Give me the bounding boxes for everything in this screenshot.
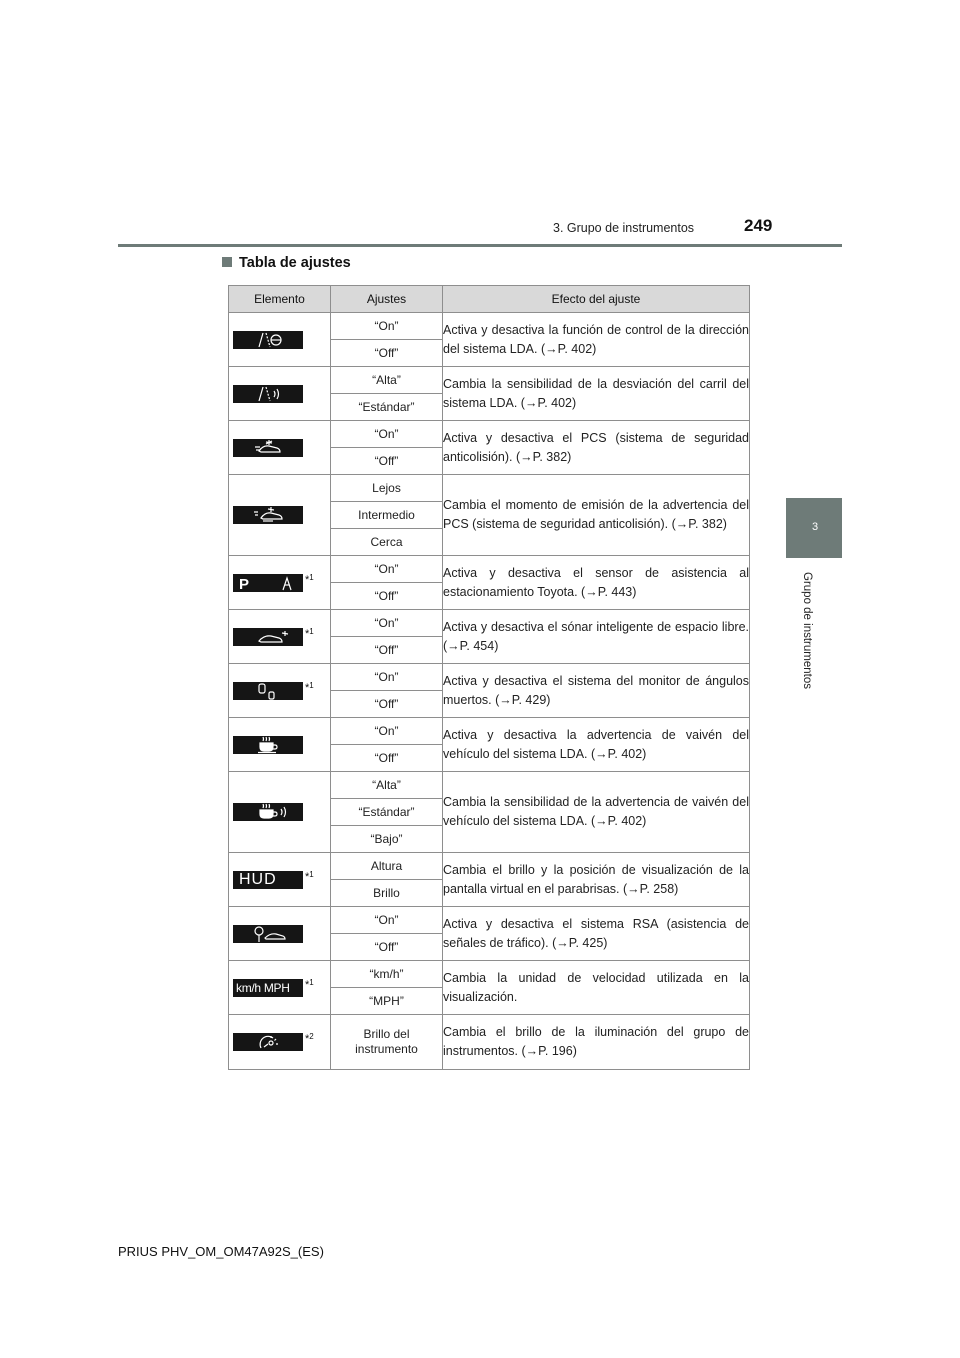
table-row xyxy=(229,961,750,988)
option-cell: “Off” xyxy=(331,583,443,610)
option-cell: Lejos xyxy=(331,475,443,502)
rsa-icon xyxy=(233,925,303,943)
element-cell xyxy=(229,907,331,961)
option-cell: Altura xyxy=(331,853,443,880)
table-row xyxy=(229,367,750,394)
option-cell: “Estándar” xyxy=(331,394,443,421)
clearance-sonar-icon xyxy=(233,628,303,646)
option-cell: Brillo del instrumento xyxy=(331,1015,443,1070)
svg-text:P: P xyxy=(239,575,250,592)
option-cell: “On” xyxy=(331,907,443,934)
option-cell: “Off” xyxy=(331,934,443,961)
option-cell: “Bajo” xyxy=(331,826,443,853)
column-header-effect: Efecto del ajuste xyxy=(443,286,750,313)
blind-spot-monitor-icon xyxy=(233,682,303,700)
element-cell xyxy=(229,421,331,475)
table-row xyxy=(229,664,750,691)
table-row xyxy=(229,313,750,340)
table-row xyxy=(229,718,750,745)
footnote-marker: *$^1$ xyxy=(305,680,314,694)
footer-document-id: PRIUS PHV_OM_OM47A92S_(ES) xyxy=(118,1244,324,1259)
element-cell xyxy=(229,367,331,421)
option-cell: “On” xyxy=(331,421,443,448)
header-section-title: 3. Grupo de instrumentos xyxy=(553,221,695,235)
table-row xyxy=(229,853,750,880)
chapter-tab-number: 3 xyxy=(811,521,819,533)
option-cell: “Off” xyxy=(331,340,443,367)
option-cell: “km/h” xyxy=(331,961,443,988)
element-cell xyxy=(229,772,331,853)
option-cell: “Off” xyxy=(331,691,443,718)
effect-cell: Activa y desactiva el sensor de asistencia al estacionamiento Toyota. (→P. 443) xyxy=(443,556,750,610)
effect-cell: Cambia la sensibilidad de la desviación del carril del sistema LDA. (→P. 402) xyxy=(443,367,750,421)
icon-label: km/h MPH xyxy=(236,980,290,995)
option-cell: “On” xyxy=(331,610,443,637)
effect-cell: Cambia la unidad de velocidad utilizada en la visualización. xyxy=(443,961,750,1015)
option-cell: “On” xyxy=(331,718,443,745)
footnote-marker: *$^1$ xyxy=(305,977,314,991)
option-cell: “Off” xyxy=(331,745,443,772)
option-cell: “Off” xyxy=(331,448,443,475)
effect-cell: Activa y desactiva la advertencia de vaivén del vehículo del sistema LDA. (→P. 402) xyxy=(443,718,750,772)
section-bullet-icon xyxy=(222,257,232,267)
option-cell: “MPH” xyxy=(331,988,443,1015)
table-row xyxy=(229,610,750,637)
effect-cell: Activa y desactiva el sónar inteligente de espacio libre. (→P. 454) xyxy=(443,610,750,664)
effect-cell: Activa y desactiva el sistema del monitor de ángulos muertos. (→P. 429) xyxy=(443,664,750,718)
column-header-element: Elemento xyxy=(229,286,331,313)
table-row xyxy=(229,772,750,799)
option-cell: “Alta” xyxy=(331,772,443,799)
element-cell xyxy=(229,556,331,610)
effect-cell: Activa y desactiva el PCS (sistema de seguridad anticolisión). (→P. 382) xyxy=(443,421,750,475)
footnote-marker: *$^1$ xyxy=(305,626,314,640)
effect-cell: Activa y desactiva la función de control de la dirección del sistema LDA. (→P. 402) xyxy=(443,313,750,367)
pcs-icon xyxy=(233,439,303,457)
table-row xyxy=(229,556,750,583)
header-divider xyxy=(118,244,842,247)
element-cell xyxy=(229,853,331,907)
element-cell xyxy=(229,610,331,664)
section-title-text: Tabla de ajustes xyxy=(239,255,351,271)
element-cell xyxy=(229,664,331,718)
settings-table xyxy=(228,285,750,1070)
element-cell xyxy=(229,718,331,772)
effect-cell: Activa y desactiva el sistema RSA (asistencia de señales de tráfico). (→P. 425) xyxy=(443,907,750,961)
chapter-tab-label: Grupo de instrumentos xyxy=(801,572,813,689)
sway-sensitivity-icon xyxy=(233,803,303,821)
hud-icon xyxy=(233,871,303,889)
footnote-marker: *$^2$ xyxy=(305,1032,314,1045)
option-cell: Cerca xyxy=(331,529,443,556)
lda-sensitivity-icon xyxy=(233,385,303,403)
effect-cell: Cambia el momento de emisión de la advertencia del PCS (sistema de seguridad anticolisión). (→P. 382) xyxy=(443,475,750,556)
option-cell: Brillo xyxy=(331,880,443,907)
option-cell: “Estándar” xyxy=(331,799,443,826)
option-cell: Intermedio xyxy=(331,502,443,529)
option-cell: “Off” xyxy=(331,637,443,664)
element-cell xyxy=(229,961,331,1015)
element-cell xyxy=(229,475,331,556)
column-header-settings: Ajustes xyxy=(331,286,443,313)
table-row xyxy=(229,421,750,448)
footnote-marker: *$^1$ xyxy=(305,572,314,586)
option-cell: “On” xyxy=(331,664,443,691)
lda-steering-control-icon xyxy=(233,331,303,349)
page-number: 249 xyxy=(744,216,773,235)
option-cell: “On” xyxy=(331,556,443,583)
effect-cell: Cambia la sensibilidad de la advertencia de vaivén del vehículo del sistema LDA. (→P. 402) xyxy=(443,772,750,853)
effect-cell: Cambia el brillo de la iluminación del grupo de instrumentos. (→P. 196) xyxy=(443,1015,750,1070)
element-cell xyxy=(229,1015,331,1070)
table-header-row xyxy=(229,286,750,313)
sway-warning-icon xyxy=(233,736,303,754)
element-cell xyxy=(229,313,331,367)
table-body xyxy=(229,313,750,1070)
table-row xyxy=(229,1015,750,1070)
illumination-icon xyxy=(233,1033,303,1051)
table-row xyxy=(229,907,750,934)
option-cell: “On” xyxy=(331,313,443,340)
parking-assist-icon xyxy=(233,574,303,592)
footnote-marker: *$^1$ xyxy=(305,869,314,883)
icon-label: HUD xyxy=(239,870,277,888)
pcs-timing-icon xyxy=(233,506,303,524)
option-cell: “Alta” xyxy=(331,367,443,394)
speed-unit-icon xyxy=(233,979,303,997)
section-title xyxy=(222,255,351,271)
effect-cell: Cambia el brillo y la posición de visualización de la pantalla virtual en el parabrisas. (→P. 258) xyxy=(443,853,750,907)
table-row xyxy=(229,475,750,502)
